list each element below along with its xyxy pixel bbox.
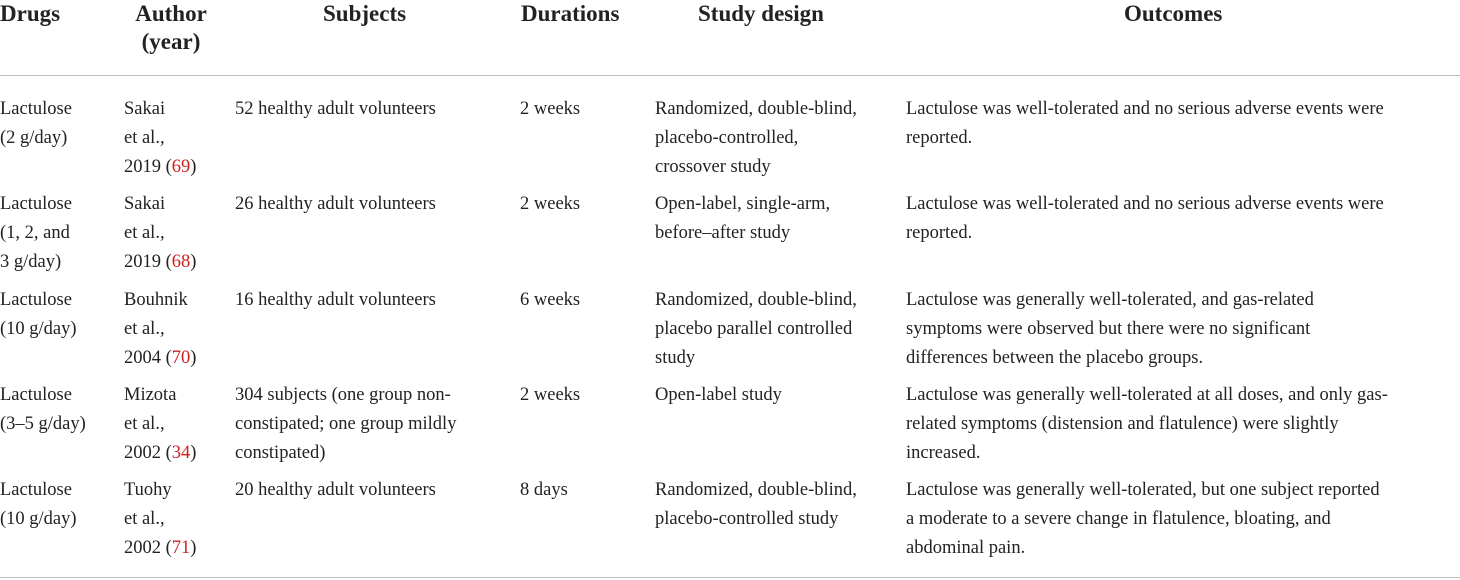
outcome-line: a moderate to a severe change in flatulence, bloating, and	[906, 509, 1331, 529]
header-outcomes: Outcomes	[1124, 1, 1223, 26]
header-author-line1: Author	[135, 1, 207, 26]
outcome-line: Lactulose was generally well-tolerated, but one subject reported	[906, 480, 1380, 500]
duration-cell: 6 weeks	[520, 290, 581, 310]
author-cell	[124, 95, 196, 182]
author-text: 2019 (	[124, 252, 172, 272]
study-design-line: before–after study	[655, 223, 791, 243]
author-text: et al.,	[124, 414, 165, 434]
author-line: 2002 (34)	[124, 443, 197, 463]
drug-line: 3 g/day)	[0, 252, 62, 272]
author-text: et al.,	[124, 223, 165, 243]
reference-link[interactable]: 71	[171, 538, 191, 558]
author-cell	[124, 476, 196, 563]
bottom-rule	[0, 577, 1460, 578]
author-line	[124, 95, 196, 124]
study-design-line: Open-label, single-arm,	[655, 194, 831, 214]
outcome-cell	[906, 190, 1384, 248]
drug-cell	[0, 381, 86, 439]
study-design-line: Randomized, double-blind,	[655, 480, 857, 500]
study-design-cell	[655, 95, 857, 182]
author-line: 2019 (69)	[124, 157, 197, 177]
header-subjects: Subjects	[323, 1, 407, 26]
subjects-line: 26 healthy adult volunteers	[235, 194, 436, 214]
subjects-cell	[235, 190, 436, 219]
reference-link[interactable]: 68	[171, 252, 191, 272]
reference-link[interactable]: 34	[171, 443, 191, 463]
outcome-line: Lactulose was generally well-tolerated at all doses, and only gas-	[906, 385, 1388, 405]
drug-cell	[0, 95, 72, 153]
study-design-cell	[655, 476, 857, 534]
header-durations: Durations	[521, 1, 620, 26]
outcome-cell	[906, 476, 1380, 563]
author-cell	[124, 286, 196, 373]
drug-line: (1, 2, and	[0, 223, 70, 243]
author-cell	[124, 190, 196, 277]
drug-line: (10 g/day)	[0, 509, 77, 529]
study-design-cell	[655, 381, 782, 410]
study-design-line: Randomized, double-blind,	[655, 290, 857, 310]
outcome-line: differences between the placebo groups.	[906, 348, 1204, 368]
drug-cell	[0, 476, 77, 534]
subjects-cell	[235, 95, 436, 124]
author-line	[124, 315, 196, 344]
subjects-line: 304 subjects (one group non-	[235, 385, 451, 405]
author-text: Sakai	[124, 99, 166, 119]
drug-line: Lactulose	[0, 194, 72, 214]
author-text: 2002 (	[124, 538, 172, 558]
drug-line: Lactulose	[0, 385, 72, 405]
subjects-line: 16 healthy adult volunteers	[235, 290, 436, 310]
duration-cell: 2 weeks	[520, 99, 581, 119]
outcome-line: related symptoms (distension and flatulence) were slightly	[906, 414, 1339, 434]
author-line: 2019 (68)	[124, 252, 197, 272]
study-design-line: placebo-controlled,	[655, 128, 799, 148]
study-design-cell	[655, 286, 857, 373]
subjects-cell	[235, 381, 456, 468]
drug-line: (10 g/day)	[0, 319, 77, 339]
outcome-line: reported.	[906, 128, 973, 148]
author-text: Bouhnik	[124, 290, 188, 310]
author-line	[124, 190, 196, 219]
outcome-cell	[906, 95, 1384, 153]
header-divider	[0, 75, 1460, 76]
subjects-line: 20 healthy adult volunteers	[235, 480, 436, 500]
outcome-cell	[906, 286, 1314, 373]
subjects-cell	[235, 476, 436, 505]
outcome-cell	[906, 381, 1388, 468]
drug-cell	[0, 190, 72, 277]
drug-line: Lactulose	[0, 290, 72, 310]
outcome-line: Lactulose was generally well-tolerated, and gas-related	[906, 290, 1314, 310]
author-line	[124, 381, 196, 410]
outcome-line: abdominal pain.	[906, 538, 1026, 558]
header-drugs: Drugs	[0, 1, 61, 26]
author-text: 2004 (	[124, 348, 172, 368]
duration-cell: 2 weeks	[520, 194, 581, 214]
drug-line: Lactulose	[0, 480, 72, 500]
author-text: et al.,	[124, 128, 165, 148]
header-author-line2: (year)	[141, 29, 201, 54]
author-line	[124, 219, 196, 248]
study-design-line: Open-label study	[655, 385, 782, 405]
author-text: et al.,	[124, 319, 165, 339]
outcome-line: symptoms were observed but there were no significant	[906, 319, 1311, 339]
author-text: Mizota	[124, 385, 177, 405]
outcome-line: reported.	[906, 223, 973, 243]
author-line	[124, 476, 196, 505]
study-design-line: placebo parallel controlled	[655, 319, 853, 339]
drug-line: Lactulose	[0, 99, 72, 119]
author-text: Sakai	[124, 194, 166, 214]
author-line	[124, 410, 196, 439]
author-line	[124, 124, 196, 153]
duration-cell: 8 days	[520, 480, 568, 500]
author-text: et al.,	[124, 509, 165, 529]
author-line	[124, 505, 196, 534]
reference-link[interactable]: 70	[171, 348, 191, 368]
study-design-line: crossover study	[655, 157, 771, 177]
outcome-line: Lactulose was well-tolerated and no serious adverse events were	[906, 194, 1384, 214]
subjects-line: 52 healthy adult volunteers	[235, 99, 436, 119]
author-line	[124, 286, 196, 315]
drug-line: (3–5 g/day)	[0, 414, 86, 434]
author-cell	[124, 381, 196, 468]
author-text: 2002 (	[124, 443, 172, 463]
outcome-line: Lactulose was well-tolerated and no serious adverse events were	[906, 99, 1384, 119]
study-design-cell	[655, 190, 830, 248]
outcome-line: increased.	[906, 443, 981, 463]
study-design-line: Randomized, double-blind,	[655, 99, 857, 119]
reference-link[interactable]: 69	[171, 157, 191, 177]
header-author	[125, 0, 217, 56]
study-design-line: study	[655, 348, 696, 368]
study-design-line: placebo-controlled study	[655, 509, 839, 529]
drug-cell	[0, 286, 77, 344]
author-text: 2019 (	[124, 157, 172, 177]
drug-line: (2 g/day)	[0, 128, 68, 148]
author-line: 2004 (70)	[124, 348, 197, 368]
subjects-cell	[235, 286, 436, 315]
author-text: Tuohy	[124, 480, 172, 500]
duration-cell: 2 weeks	[520, 385, 581, 405]
header-study-design: Study design	[698, 1, 824, 26]
subjects-line: constipated)	[235, 443, 326, 463]
author-line: 2002 (71)	[124, 538, 197, 558]
subjects-line: constipated; one group mildly	[235, 414, 457, 434]
